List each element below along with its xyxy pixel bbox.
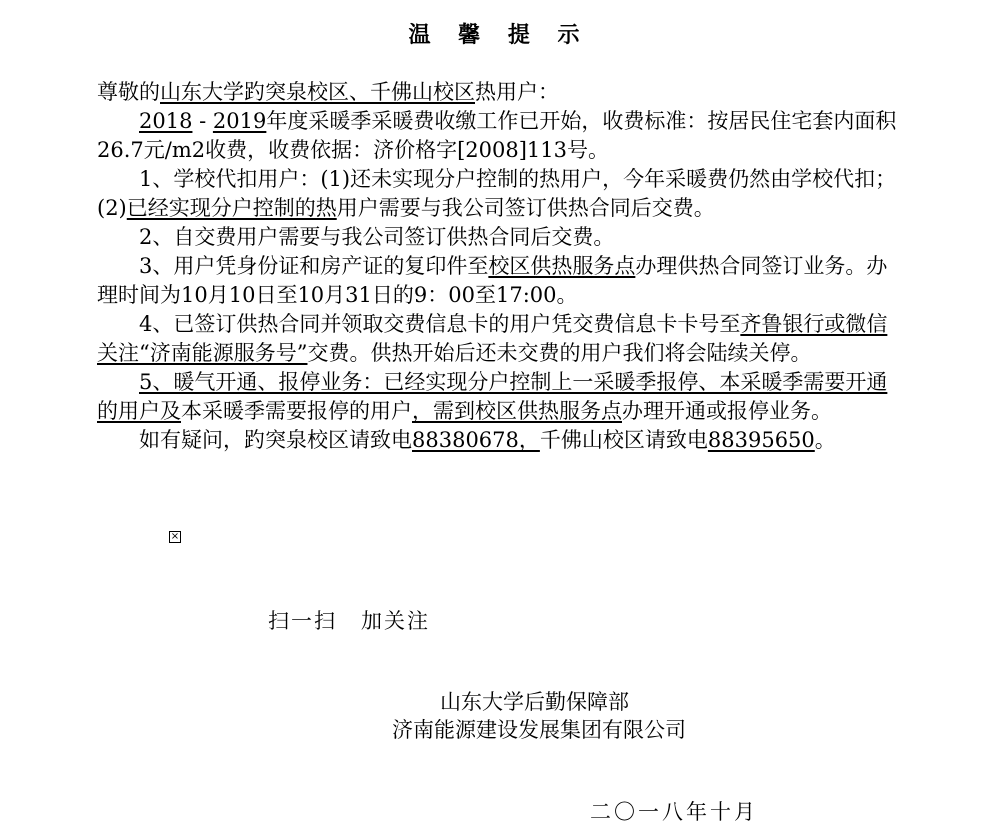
item-5-text-b: 办理开通或报停业务。 [622,399,832,423]
notice-title: 温 馨 提 示 [408,22,590,48]
item-1-text-a: 1、学校代扣用户：(1)还未实现分户控制的热用户，今年采暖费仍然由学校代扣；(2) [97,167,897,220]
year-start: 2018 [139,109,193,133]
item-2-text: 2、自交费用户需要与我公司签订供热合同后交费。 [139,225,615,249]
item-3-text-b: 办理供热合同签订业务。办理时间为10月10日至10月31日的9：00至17:00。 [97,254,888,307]
scan-follow [268,605,454,635]
notice-date: 二〇一八年十月 [590,800,758,824]
item-4 [97,310,897,368]
item-4-text-b: 交费。供热开始后还未交费的用户我们将会陆续关停。 [307,341,812,365]
item-4-underlined: 齐鲁银行或微信关注“济南能源服务号” [97,312,888,365]
item-1-text-b: 用户需要与我公司签订供热合同后交费。 [336,196,715,220]
item-3-text-a: 3、用户凭身份证和房产证的复印件至 [139,254,489,278]
item-5-underlined-b: ，需到校区供热服务点 [412,399,622,423]
item-5-text-a: 本采暖季需要报停的用户 [181,399,412,423]
contact-text-c: 。 [814,428,836,452]
item-2 [97,223,897,252]
contact-text-a: 如有疑问，趵突泉校区请致电 [139,428,412,452]
item-5 [97,368,897,426]
follow-label: 加关注 [361,609,430,633]
item-1-underlined: 已经实现分户控制的热 [126,196,337,220]
salutation-prefix: 尊敬的 [97,80,160,104]
phone-baotuquan: 88380678， [412,428,540,452]
salutation-suffix: 热用户： [475,80,559,104]
year-end: 2019 [212,109,267,133]
scan-label: 扫一扫 [268,609,337,633]
salutation-campuses: 山东大学趵突泉校区、千佛山校区 [160,80,475,104]
intro-paragraph [97,107,897,165]
item-3 [97,252,897,310]
signature-company: 济南能源建设发展集团有限公司 [392,718,686,742]
contact-text-b: 千佛山校区请致电 [539,428,708,452]
item-1 [97,165,897,223]
notice-body [97,78,897,455]
item-5-underlined-a: 5、暖气开通、报停业务：已经实现分户控制上一采暖季报停、本采暖季需要开通的用户及 [97,370,888,423]
salutation [97,78,897,107]
contact-line [97,426,897,455]
item-4-text-a: 4、已签订供热合同并领取交费信息卡的用户凭交费信息卡卡号至 [139,312,741,336]
signature-university: 山东大学后勤保障部 [440,690,629,714]
intro-text: 年度采暖季采暖费收缴工作已开始，收费标准：按居民住宅套内面积26.7元/m2收费，收费依据：济价格字[2008]113号。 [97,109,897,162]
phone-qianfoshan: 88395650 [707,428,815,452]
broken-image-icon: × [170,531,180,542]
year-dash: - [192,109,213,133]
item-3-underlined: 校区供热服务点 [488,254,636,278]
